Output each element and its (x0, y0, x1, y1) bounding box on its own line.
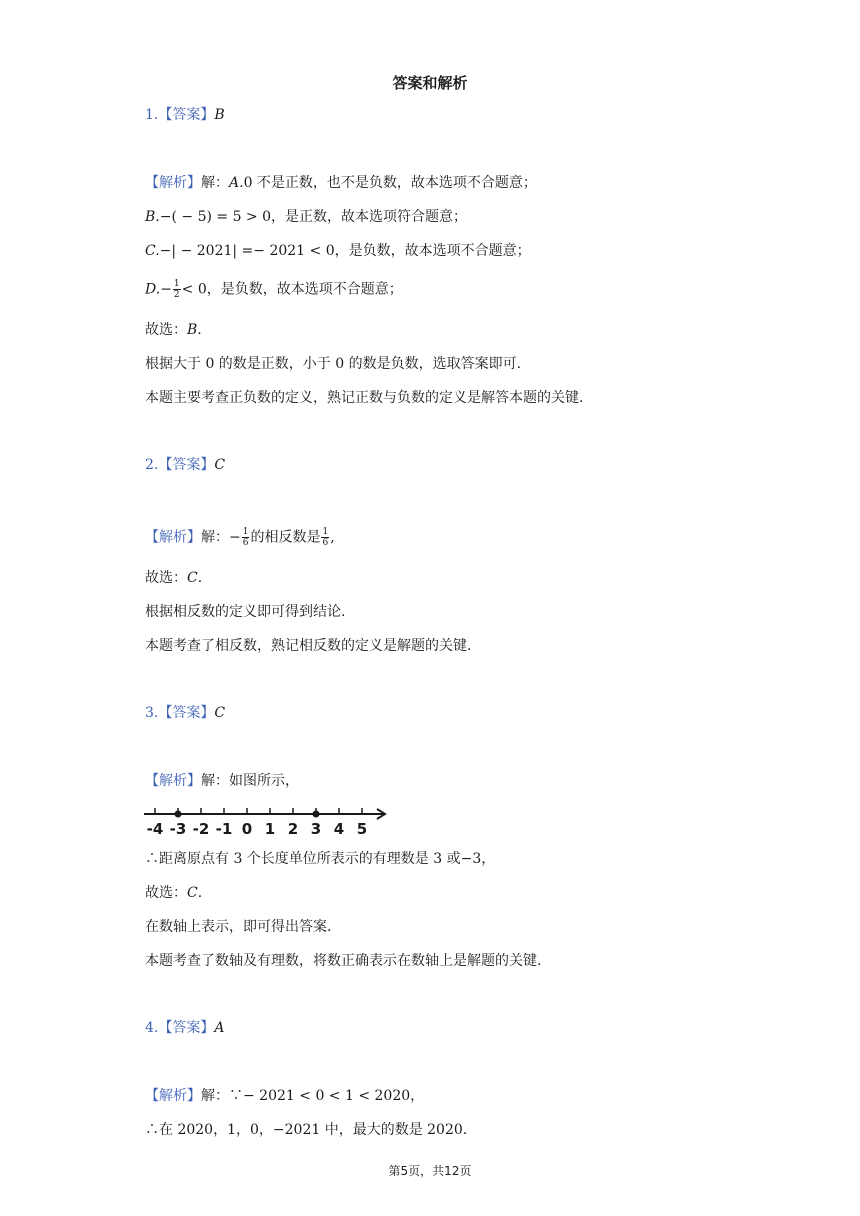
fraction (321, 527, 329, 548)
math-minus: − (160, 281, 172, 298)
q2-answer (145, 455, 225, 475)
answer-label: 2.【答案】 (145, 457, 215, 473)
math-expression: −( − 5) = 5 > 0 (159, 209, 272, 225)
fraction-denominator: 6 (322, 538, 329, 548)
option-letter: C (187, 885, 198, 901)
number-line-tick-label: 4 (333, 820, 345, 838)
fraction-numerator: 1 (242, 527, 249, 537)
text: ，是负数，故本选项不合题意； (206, 281, 403, 298)
answer-label: 3.【答案】 (145, 705, 215, 721)
text: 故选： (145, 570, 187, 586)
page-footer: 第5页，共12页 (388, 1164, 472, 1178)
q4-analysis-line-1 (145, 1086, 424, 1106)
q2-analysis-line-2 (145, 568, 202, 588)
number-line-point (175, 811, 182, 818)
math-expression: −| − 2021| =− 2021 < 0 (159, 243, 335, 259)
answer-value: B (214, 107, 225, 123)
q1-analysis-line-1 (145, 173, 537, 193)
q2-analysis-line-4: 本题考查了相反数，熟记相反数的定义是解题的关键. (145, 638, 472, 654)
q3-analysis-line-4: 在数轴上表示，即可得出答案. (145, 919, 332, 935)
option-letter: C. (145, 243, 160, 259)
number-line-tick-label: 5 (356, 820, 368, 838)
number-line-tick-label: 2 (287, 820, 299, 838)
answer-value: C (214, 457, 226, 473)
option-letter: D. (145, 281, 161, 298)
text: 故选： (145, 322, 187, 338)
option-letter: B (187, 322, 198, 338)
fraction-denominator: 6 (242, 538, 249, 548)
analysis-label: 【解析】 (145, 773, 201, 789)
analysis-label: 【解析】 (145, 175, 201, 191)
fraction (173, 279, 181, 300)
number-line-point (313, 811, 320, 818)
fraction (242, 527, 250, 548)
q1-analysis-line-7: 本题主要考查正负数的定义，熟记正数与负数的定义是解答本题的关键. (145, 390, 584, 406)
q1-answer (145, 105, 225, 125)
analysis-label: 【解析】 (145, 529, 201, 546)
text: ，是正数，故本选项符合题意； (271, 209, 468, 225)
fraction-denominator: 2 (173, 290, 180, 300)
text: . (197, 885, 203, 901)
q1-analysis-line-3 (145, 241, 531, 261)
number-line-tick-label: -2 (192, 820, 210, 838)
q2-analysis-line-3: 根据相反数的定义即可得到结论. (145, 604, 346, 620)
text: 故选： (145, 885, 187, 901)
fraction-numerator: 1 (322, 527, 329, 537)
text: ， (410, 1088, 425, 1104)
number-line-tick-label: -4 (146, 820, 164, 838)
q1-analysis-line-4 (145, 279, 403, 300)
number-line (140, 800, 390, 840)
number-line-tick-label: 0 (241, 820, 253, 838)
q1-analysis-line-2 (145, 207, 467, 227)
text: 解：如图所示， (201, 773, 299, 789)
text: 解： (201, 175, 229, 191)
q3-analysis-line-3 (145, 883, 202, 903)
page-title: 答案和解析 (392, 74, 468, 92)
q3-analysis-line-5: 本题考查了数轴及有理数，将数正确表示在数轴上是解题的关键. (145, 953, 542, 969)
text: . (197, 570, 203, 586)
q2-analysis-line-1 (145, 527, 335, 548)
text: 的相反数是 (250, 529, 321, 546)
text: ，是负数，故本选项不合题意； (334, 243, 531, 259)
number-line-tick-label: 1 (264, 820, 276, 838)
q4-analysis-line-2: ∴在 2020，1，0，−2021 中，最大的数是 2020. (145, 1122, 468, 1138)
q3-answer (145, 703, 225, 723)
math-minus: − (229, 529, 241, 546)
q1-analysis-line-6: 根据大于 0 的数是正数，小于 0 的数是负数，选取答案即可. (145, 356, 522, 372)
text: . (197, 322, 202, 338)
answer-value: C (214, 705, 226, 721)
number-line-tick-label: -1 (215, 820, 233, 838)
text: 0 不是正数，也不是负数，故本选项不合题意； (243, 175, 537, 191)
math-expression: < 0 (181, 281, 207, 298)
q3-analysis-line-2: ∴距离原点有 3 个长度单位所表示的有理数是 3 或−3， (145, 851, 496, 867)
q3-analysis-line-1 (145, 771, 299, 791)
text: 解： (201, 1088, 229, 1104)
option-letter: A. (229, 175, 244, 191)
math-expression: ∵− 2021 < 0 < 1 < 2020 (229, 1088, 411, 1104)
text: , (330, 529, 335, 546)
option-letter: B. (145, 209, 160, 225)
answer-value: A (214, 1020, 225, 1036)
answer-label: 4.【答案】 (145, 1020, 215, 1036)
answer-label: 1.【答案】 (145, 107, 215, 123)
number-line-tick-label: -3 (169, 820, 187, 838)
text: 解： (201, 529, 229, 546)
number-line-tick-label: 3 (310, 820, 322, 838)
option-letter: C (187, 570, 198, 586)
q4-answer (145, 1018, 224, 1038)
fraction-numerator: 1 (173, 279, 180, 289)
analysis-label: 【解析】 (145, 1088, 201, 1104)
q1-analysis-line-5 (145, 320, 202, 340)
